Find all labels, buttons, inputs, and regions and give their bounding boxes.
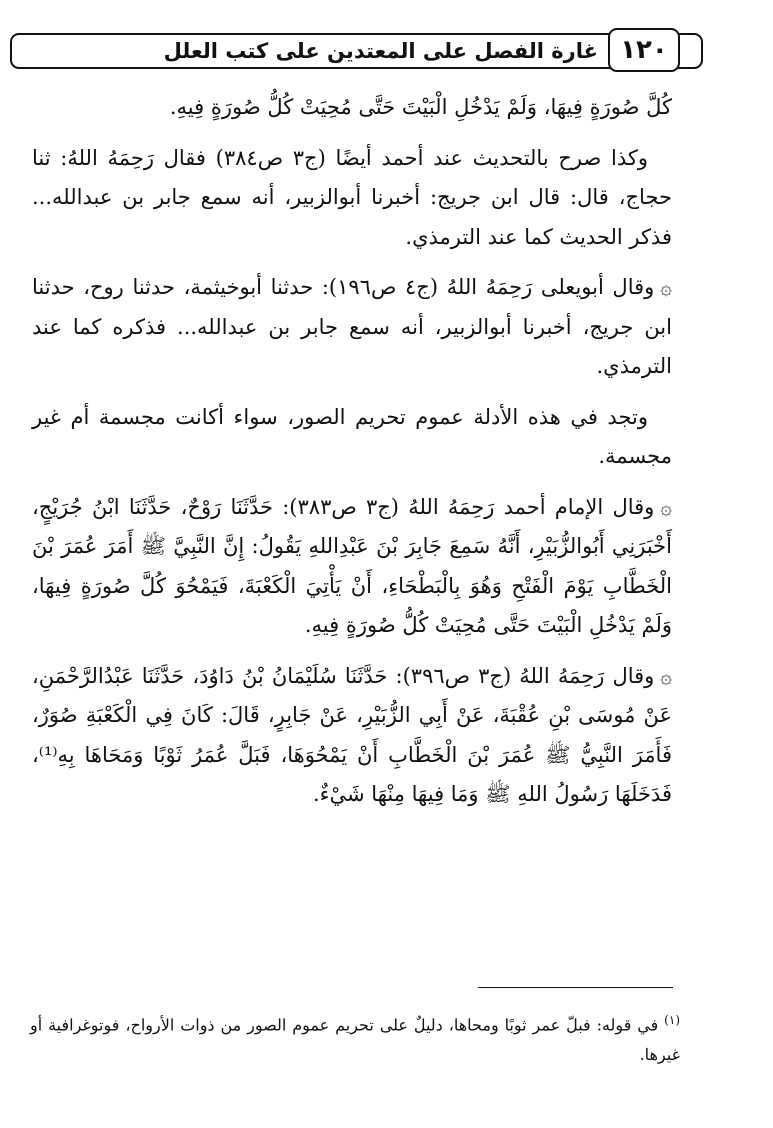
- octagram-ornament-icon: ۞: [660, 275, 672, 299]
- body-text: [32, 88, 672, 826]
- paragraph-tahdith-ahmad: وكذا صرح بالتحديث عند أحمد أيضًا (ج٣ ص٣٨٤) فقال رَحِمَهُ اللهُ: ثنا حجاج، قال: قال ابن جريج: أخبرنا أبوالزبير، أنه سمع جابر بن عبدالله... فذكر الحديث كما عند الترمذي.: [32, 145, 672, 249]
- paragraph-ahmad-396: [32, 657, 672, 815]
- paragraph-abu-yala: [32, 268, 672, 387]
- footnote: [30, 1005, 680, 1070]
- paragraph-continuation: كُلَّ صُورَةٍ فِيهَا، وَلَمْ يَدْخُلِ الْبَيْتَ حَتَّى مُحِيَتْ كُلُّ صُورَةٍ فِيهِ.: [169, 95, 672, 119]
- footnote-text: في قوله: فبلّ عمر ثوبًا ومحاها، دليلٌ على تحريم عموم الصور من ذوات الأرواح، فوتوغرافية أو غيرها.: [30, 1015, 680, 1065]
- octagram-ornament-icon: ۞: [660, 494, 672, 519]
- paragraph-text: وقال رَحِمَهُ اللهُ (ج٣ ص٣٩٦): حَدَّثَنَا سُلَيْمَانُ بْنُ دَاوُدَ، حَدَّثَنَا عَبْدُالرَّحْمَنِ، عَنْ مُوسَى بْنِ عُقْبَةَ، عَنْ أَبِي الزُّبَيْرِ، عَنْ جَابِرٍ، قَالَ: كَانَ فِي الْكَعْبَةِ صُوَرٌ، فَأَمَرَ النَّبِيُّ ﷺ عُمَرَ بْنَ الْخَطَّابِ أَنْ يَمْحُوَهَا، فَبَلَّ عُمَرُ ثَوْبًا وَمَحَاهَا بِهِ⁽¹⁾، فَدَخَلَهَا رَسُولُ اللهِ ﷺ وَمَا فِيهَا مِنْهَا شَيْءٌ.: [32, 663, 672, 806]
- footnote-marker: (١): [664, 1013, 680, 1027]
- page-number: ١٢٠: [608, 28, 680, 72]
- octagram-ornament-icon: ۞: [660, 663, 673, 688]
- paragraph-ahmad-383: [32, 488, 672, 646]
- paragraph-text: وقال أبويعلى رَحِمَهُ اللهُ (ج٤ ص١٩٦): حدثنا أبوخيثمة، حدثنا روح، حدثنا ابن جريج، أخبرنا أبوالزبير، أنه سمع جابر بن عبدالله... فذكره كما عند الترمذي.: [32, 275, 672, 378]
- paragraph-conclusion: وتجد في هذه الأدلة عموم تحريم الصور، سواء أكانت مجسمة أم غير مجسمة.: [32, 404, 672, 468]
- paragraph-text: وقال الإمام أحمد رَحِمَهُ اللهُ (ج٣ ص٣٨٣): حَدَّثَنَا رَوْحٌ، حَدَّثَنَا ابْنُ جُرَيْجٍ، أَخْبَرَنِي أَبُوالزُّبَيْرِ، أَنَّهُ سَمِعَ جَابِرَ بْنَ عَبْدِاللهِ يَقُولُ: إِنَّ النَّبِيَّ ﷺ أَمَرَ عُمَرَ بْنَ الْخَطَّابِ يَوْمَ الْفَتْحِ وَهُوَ بِالْبَطْحَاءِ، أَنْ يَأْتِيَ الْكَعْبَةَ، فَيَمْحُوَ كُلَّ صُورَةٍ فِيهَا، وَلَمْ يَدْخُلِ الْبَيْتَ حَتَّى مُحِيَتْ كُلُّ صُورَةٍ فِيهِ.: [32, 494, 672, 637]
- running-title: غارة الفصل على المعتدين على كتب العلل: [163, 39, 598, 63]
- footnote-divider: [478, 987, 673, 988]
